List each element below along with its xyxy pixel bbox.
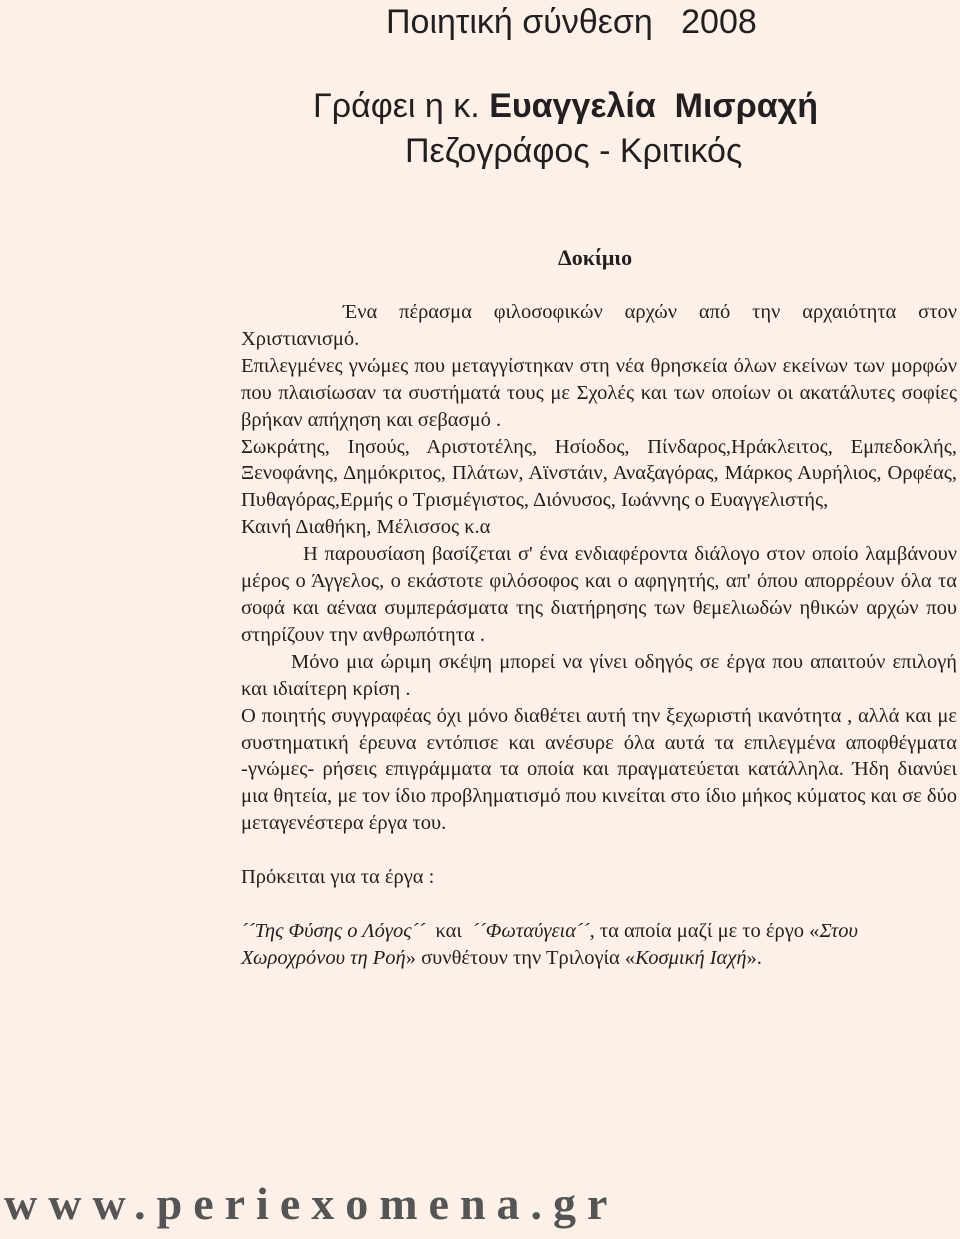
author-line [313,86,818,126]
essay-body [241,299,957,972]
collection-title: Ποιητική σύνθεση 2008 [386,3,757,41]
philosophers-list: Σωκράτης, Ιησούς, Αριστοτέλης, Ησίοδος, Πίνδαρος,Ηράκλειτος, Εμπεδοκλής, Ξενοφάνης, Δημόκριτος, Πλάτων, Αϊνστάιν, Αναξαγόρας, Μάρκος Αυρήλιος, Ορφέας, Πυθαγόρας,Ερμής ο Τρισμέγιστος, Διόνυσος, Ιωάννης ο Ευαγγελιστής, [241,435,957,512]
work2-title: Φωταύγεια [485,919,576,942]
poet-paragraph: Ο ποιητής συγγραφέας όχι μόνο διαθέτει αυτή την ξεχωριστή ικανότητα , αλλά και με συστηματική έρευνα εντόπισε και ανέσυρε όλα αυτά τα επιλεγμένα αποφθέγματα -γνώμες- ρήσεις επιγράμματα τα οποία και πραγματεύεται κατάλληλα. Ήδη διανύει μια θητεία, με τον ίδιο προβληματισμό που κινείται στο ίδιο μήκος κύματος και σε δύο μεταγενέστερα έργα του. [241,704,957,835]
work2-close-quote: ´´ [575,919,590,942]
author-prefix: Γράφει η κ. [313,87,490,125]
work1-close-quote: ´´ [411,919,426,942]
end-text: ». [746,946,762,969]
work1-title: Της Φύσης ο Λόγος [254,919,412,942]
work3-title: Στου Χωροχρόνου τη Ροή [241,919,858,969]
author-role: Πεζογράφος - Κριτικός [405,132,743,170]
work2-open-quote: ´´ [472,919,486,942]
works-intro: Πρόκειται για τα έργα : [241,866,435,889]
selected-opinions-paragraph: Επιλεγμένες γνώμες που μεταγγίστηκαν στη νέα θρησκεία όλων εκείνων των μορφών που πλαισίωσαν τα συστήματά τους με Σχολές και των οποίων οι ακατάλυτες σοφίες βρήκαν απήχηση και σεβασμό . [241,354,957,431]
essay-label: Δοκίμιο [558,245,633,270]
mature-thought-paragraph: Μόνο μια ώριμη σκέψη μπορεί να γίνει οδηγός σε έργα που απαιτούν επιλογή και ιδιαίτερη κρίση . [241,650,957,700]
works-paragraph [241,918,957,972]
and-text: και [425,919,473,942]
philosophers-list-end: Καινή Διαθήκη, Μέλισσος κ.α [241,516,491,539]
trilogy-text: » συνθέτουν την Τριλογία « [405,946,636,969]
mid-text: , τα αποία μαζί με το έργο « [589,919,820,942]
work1-open-quote: ´´ [241,919,255,942]
author-name: Ευαγγελία Μισραχή [489,87,818,125]
presentation-paragraph: Η παρουσίαση βασίζεται σ' ένα ενδιαφέροντα διάλογο στον οποίο λαμβάνουν μέρος ο Άγγελος, ο εκάστοτε φιλόσοφος και ο αφηγητής, απ' όπου απορρέουν όλα τα σοφά και αέναα συμπεράσματα της διατήρησης των θεμελιωδών ηθικών αρχών που στηρίζουν την ανθρωπότητα . [241,543,957,646]
work4-title: Κοσμική Ιαχή [635,946,747,969]
site-watermark: www.periexomena.gr [4,1178,619,1229]
intro-paragraph: Ένα πέρασμα φιλοσοφικών αρχών από την αρχαιότητα στον Χριστιανισμό. [241,301,957,350]
